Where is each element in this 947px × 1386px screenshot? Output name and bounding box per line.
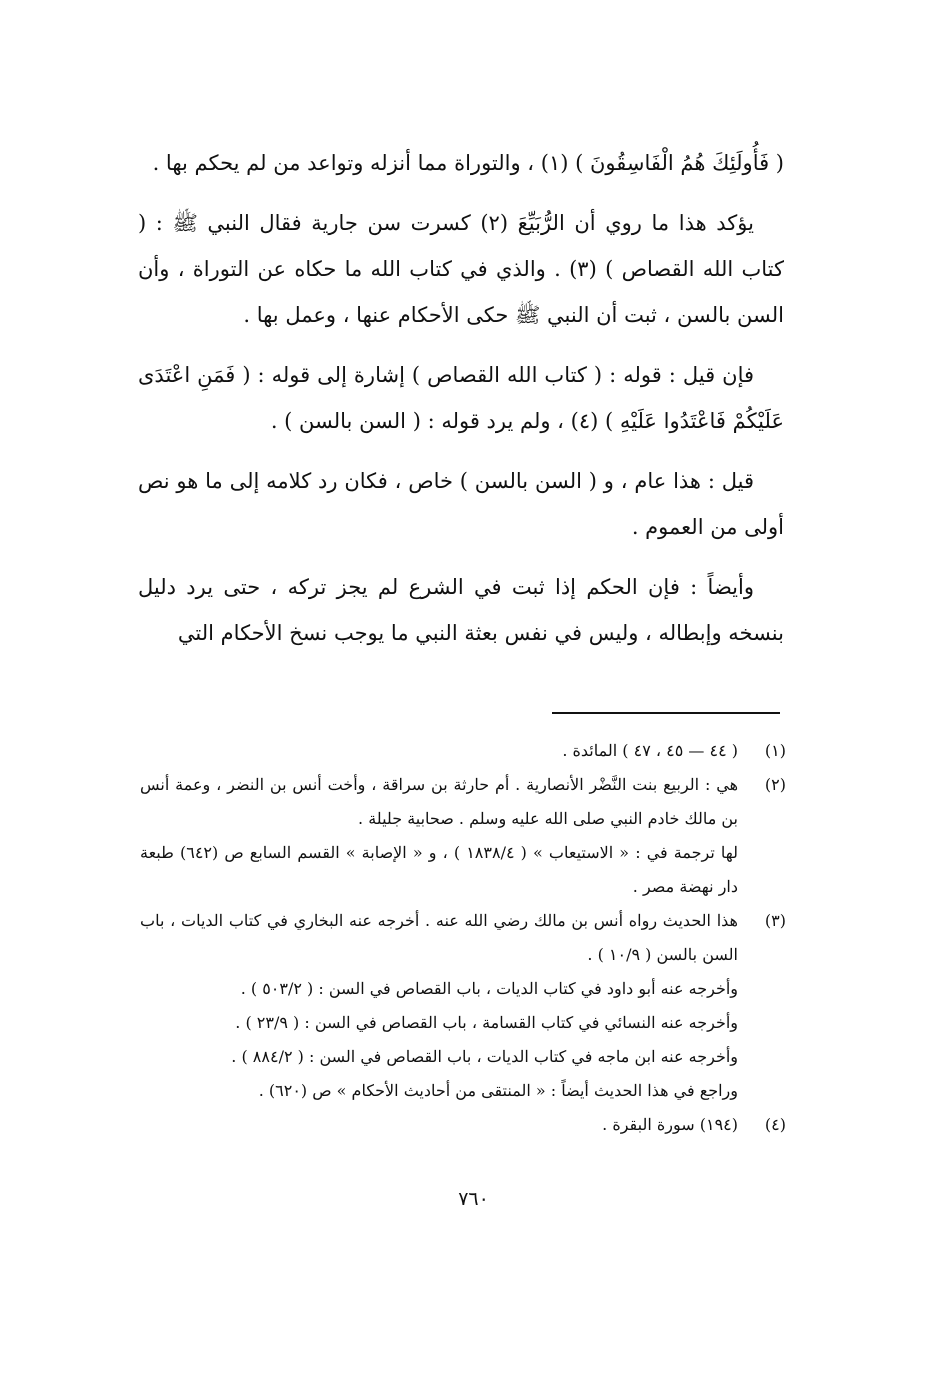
footnote-number: (١) — [764, 741, 786, 760]
footnote-body — [140, 768, 738, 904]
paragraph-2: يؤكد هذا ما روي أن الرُّبَيِّعَ (٢) كسرت سن جارية فقال النبي ﷺ : ( كتاب الله القصاص ) (٣) . والذي في كتاب الله ما حكاه عن التوراة ، وأن السن بالسن ، ثبت أن النبي ﷺ حكى الأحكام عنها ، وعمل بها . — [138, 211, 784, 327]
footnote-body — [140, 1108, 738, 1142]
footnote-4 — [140, 1108, 786, 1142]
footnote-line: وأخرجه عنه أبو داود في كتاب الديات ، باب القصاص في السن : ( ٥٠٣/٢ ) . — [240, 979, 738, 998]
paragraph-4: قيل : هذا عام ، و ( السن بالسن ) خاص ، فكان رد كلامه إلى ما هو نص أولى من العموم . — [138, 469, 784, 539]
footnote-line: لها ترجمة في : « الاستيعاب » ( ١٨٣٨/٤ ) ، و « الإصابة » القسم السابع ص (٦٤٢) طبعة دار نهضة مصر . — [140, 843, 739, 896]
paragraph-5: وأيضاً : فإن الحكم إذا ثبت في الشرع لم يجز تركه ، حتى يرد دليل بنسخه وإبطاله ، وليس في نفس بعثة النبي ما يوجب نسخ الأحكام التي — [138, 575, 784, 645]
footnote-line: ( ٤٤ — ٤٥ ، ٤٧ ) المائدة . — [562, 741, 738, 760]
footnote-line: وأخرجه عنه النسائي في كتاب القسامة ، باب القصاص في السن : ( ٢٣/٩ ) . — [235, 1013, 738, 1032]
footnote-line: وأخرجه عنه ابن ماجه في كتاب الديات ، باب القصاص في السن : ( ٨٨٤/٢ ) . — [231, 1047, 738, 1066]
footnote-2 — [140, 768, 786, 904]
footnote-3 — [140, 904, 786, 1108]
paragraph-3: فإن قيل : قوله : ( كتاب الله القصاص ) إشارة إلى قوله : ( فَمَنِ اعْتَدَى عَلَيْكُمْ فَاعْتَدُوا عَلَيْهِ ) (٤) ، ولم يرد قوله : ( السن بالسن ) . — [138, 363, 784, 433]
paragraph-1: ( فَأُولَئِكَ هُمُ الْفَاسِقُونَ ) (١) ، والتوراة مما أنزله وتواعد من لم يحكم بها . — [152, 151, 784, 175]
footnote-1 — [140, 734, 786, 768]
page-number: ٧٦٠ — [458, 1188, 489, 1210]
footnotes — [140, 734, 786, 1142]
footnote-number: (٤) — [764, 1115, 786, 1134]
footnote-separator — [552, 712, 780, 714]
footnote-line: هي : الربيع بنت النَّضْر الأنصارية . أم حارثة بن سراقة ، وأخت أنس بن النضر ، وعمة أنس بن مالك خادم النبي صلى الله عليه وسلم . صحابية جليلة . — [140, 775, 739, 828]
footnote-body — [140, 904, 738, 1108]
footnote-line: وراجع في هذا الحديث أيضاً : « المنتقى من أحاديث الأحكام » ص (٦٢٠) . — [258, 1081, 738, 1100]
footnote-line: (١٩٤) سورة البقرة . — [602, 1115, 738, 1134]
footnote-line: هذا الحديث رواه أنس بن مالك رضي الله عنه . أخرجه عنه البخاري في كتاب الديات ، باب السن بالسن ( ١٠/٩ ) . — [140, 911, 738, 964]
footnote-number: (٣) — [764, 911, 786, 930]
footnote-number: (٢) — [764, 775, 786, 794]
main-text — [138, 140, 784, 670]
footnote-body — [140, 734, 738, 768]
